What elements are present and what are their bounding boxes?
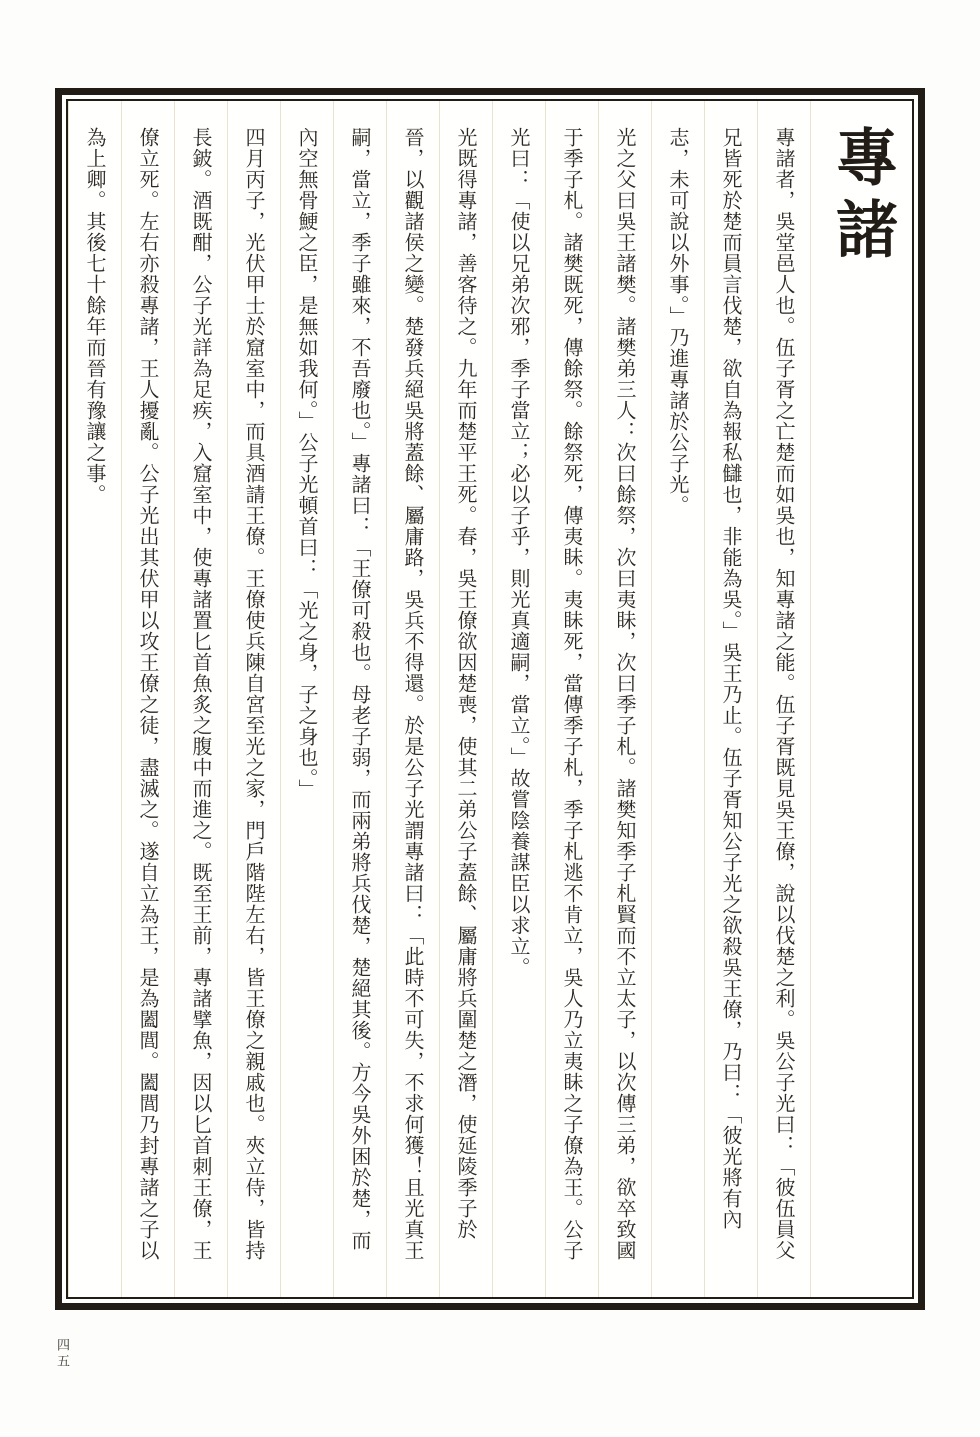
text-column: 光既得專諸，善客待之。九年而楚平王死。春，吳王僚欲因楚喪，使其二弟公子蓋餘、屬庸將兵圍楚之潛，使延陵季子於 — [439, 101, 492, 1297]
text-column: 晉，以觀諸侯之變。楚發兵絕吳將蓋餘、屬庸路，吳兵不得還。於是公子光謂專諸曰：「此時不可失，不求何獲！且光真王 — [386, 101, 439, 1297]
page-content — [68, 101, 912, 1297]
page-frame — [55, 88, 925, 1310]
text-column: 僚立死。左右亦殺專諸，王人擾亂。公子光出其伏甲以攻王僚之徒，盡滅之。遂自立為王，是為闔閭。闔閭乃封專諸之子以 — [121, 101, 174, 1297]
text-column: 長鈹。酒既酣，公子光詳為足疾，入窟室中，使專諸置匕首魚炙之腹中而進之。既至王前，專諸擘魚，因以匕首刺王僚，王 — [174, 101, 227, 1297]
title-column — [810, 101, 912, 1297]
page-title: 專諸 — [825, 125, 899, 269]
text-column: 四月丙子，光伏甲士於窟室中，而具酒請王僚。王僚使兵陳自宮至光之家，門戶階陛左右，皆王僚之親戚也。夾立侍，皆持 — [227, 101, 280, 1297]
text-column: 志，未可說以外事。」乃進專諸於公子光。 — [651, 101, 704, 1297]
text-column: 內空無骨鯁之臣，是無如我何。」公子光頓首曰：「光之身，子之身也。」 — [280, 101, 333, 1297]
page-number: 四五 — [54, 1338, 69, 1370]
text-column: 為上卿。其後七十餘年而晉有豫讓之事。 — [68, 101, 121, 1297]
text-column: 兄皆死於楚而員言伐楚，欲自為報私讎也，非能為吳。」吳王乃止。伍子胥知公子光之欲殺吳王僚，乃曰：「彼光將有內 — [704, 101, 757, 1297]
text-column: 于季子札。諸樊既死，傳餘祭。餘祭死，傳夷眛。夷眛死，當傳季子札，季子札逃不肯立，吳人乃立夷眛之子僚為王。公子 — [545, 101, 598, 1297]
text-column: 專諸者，吳堂邑人也。伍子胥之亡楚而如吳也，知專諸之能。伍子胥既見吳王僚，說以伐楚之利。吳公子光曰：「彼伍員父 — [757, 101, 810, 1297]
text-column: 嗣，當立，季子雖來，不吾廢也。」專諸曰：「王僚可殺也。母老子弱，而兩弟將兵伐楚，楚絕其後。方今吳外困於楚，而 — [333, 101, 386, 1297]
inner-frame — [66, 99, 914, 1299]
text-column: 光之父曰吳王諸樊。諸樊弟三人：次曰餘祭，次曰夷眛，次曰季子札。諸樊知季子札賢而不立太子，以次傳三弟，欲卒致國 — [598, 101, 651, 1297]
text-column: 光曰：「使以兄弟次邪，季子當立；必以子乎，則光真適嗣，當立。」故嘗陰養謀臣以求立。 — [492, 101, 545, 1297]
